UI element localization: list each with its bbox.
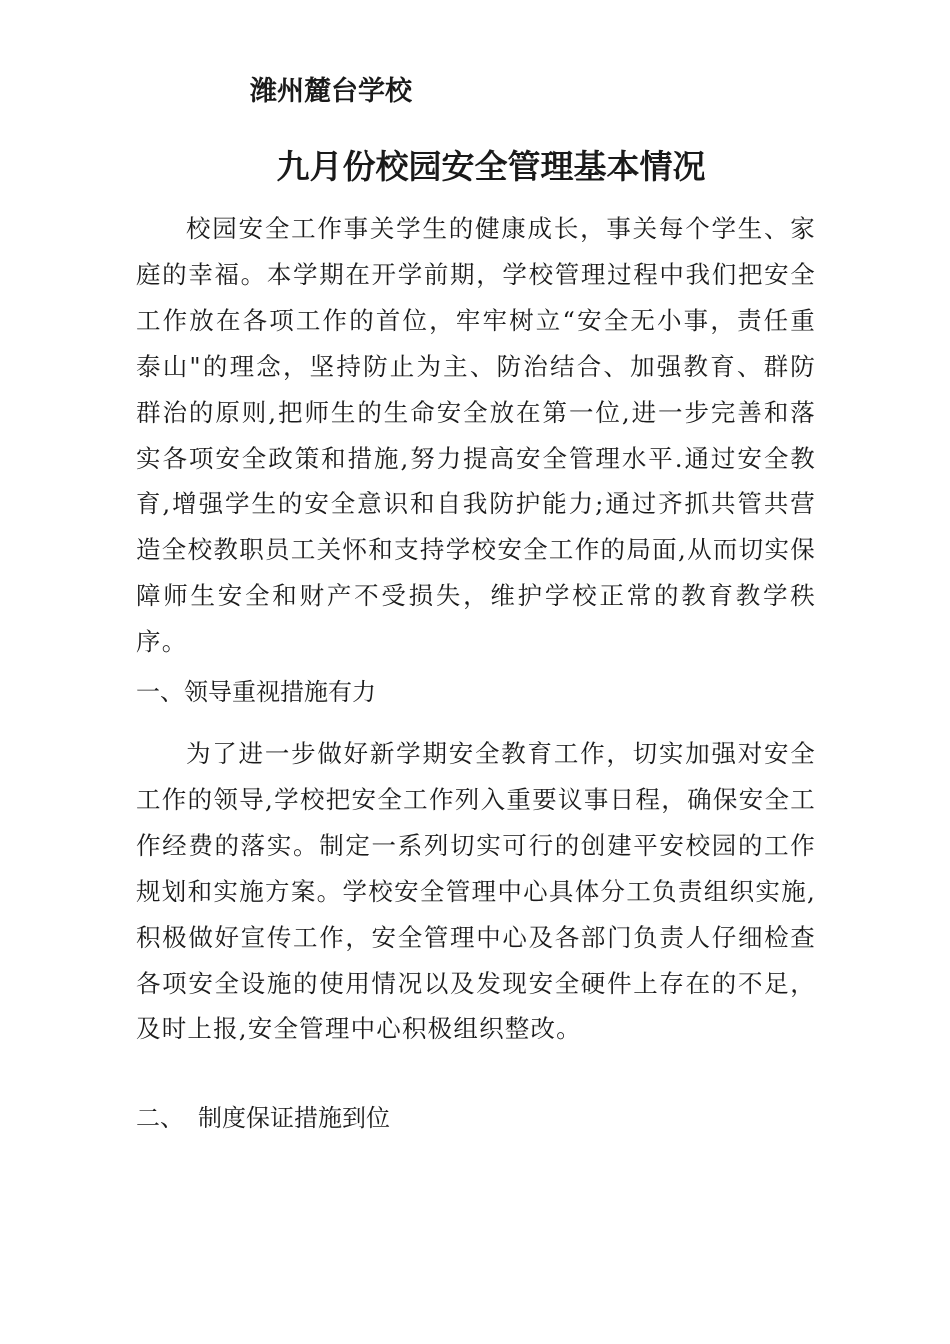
section-title: 领导重视措施有力	[184, 678, 376, 706]
section-heading-1	[136, 674, 376, 710]
section-number: 一、	[136, 678, 184, 706]
page-title: 九月份校园安全管理基本情况	[276, 147, 706, 186]
section-title: 制度保证措施到位	[198, 1104, 390, 1132]
school-name: 潍州麓台学校	[250, 76, 412, 107]
intro-paragraph: 校园安全工作事关学生的健康成长，事关每个学生、家庭的幸福。本学期在开学前期，学校管理过程中我们把安全工作放在各项工作的首位，牢牢树立“安全无小事，责任重泰山"的理念，坚持防止为主、防治结合、加强教育、群防群治的原则,把师生的生命安全放在第一位,进一步完善和落实各项安全政策和措施,努力提高安全管理水平.通过安全教育,增强学生的安全意识和自我防护能力;通过齐抓共管共营造全校教职员工关怀和支持学校安全工作的局面,从而切实保障师生安全和财产不受损失，维护学校正常的教育教学秩序。	[136, 214, 816, 657]
section-1-paragraph: 为了进一步做好新学期安全教育工作，切实加强对安全工作的领导,学校把安全工作列入重要议事日程，确保安全工作经费的落实。制定一系列切实可行的创建平安校园的工作规划和实施方案。学校安全管理中心具体分工负责组织实施,积极做好宣传工作，安全管理中心及各部门负责人仔细检查各项安全设施的使用情况以及发现安全硬件上存在的不足，及时上报,安全管理中心积极组织整改。	[136, 739, 816, 1044]
section-heading-2	[136, 1100, 390, 1136]
section-number: 二、	[136, 1104, 184, 1132]
